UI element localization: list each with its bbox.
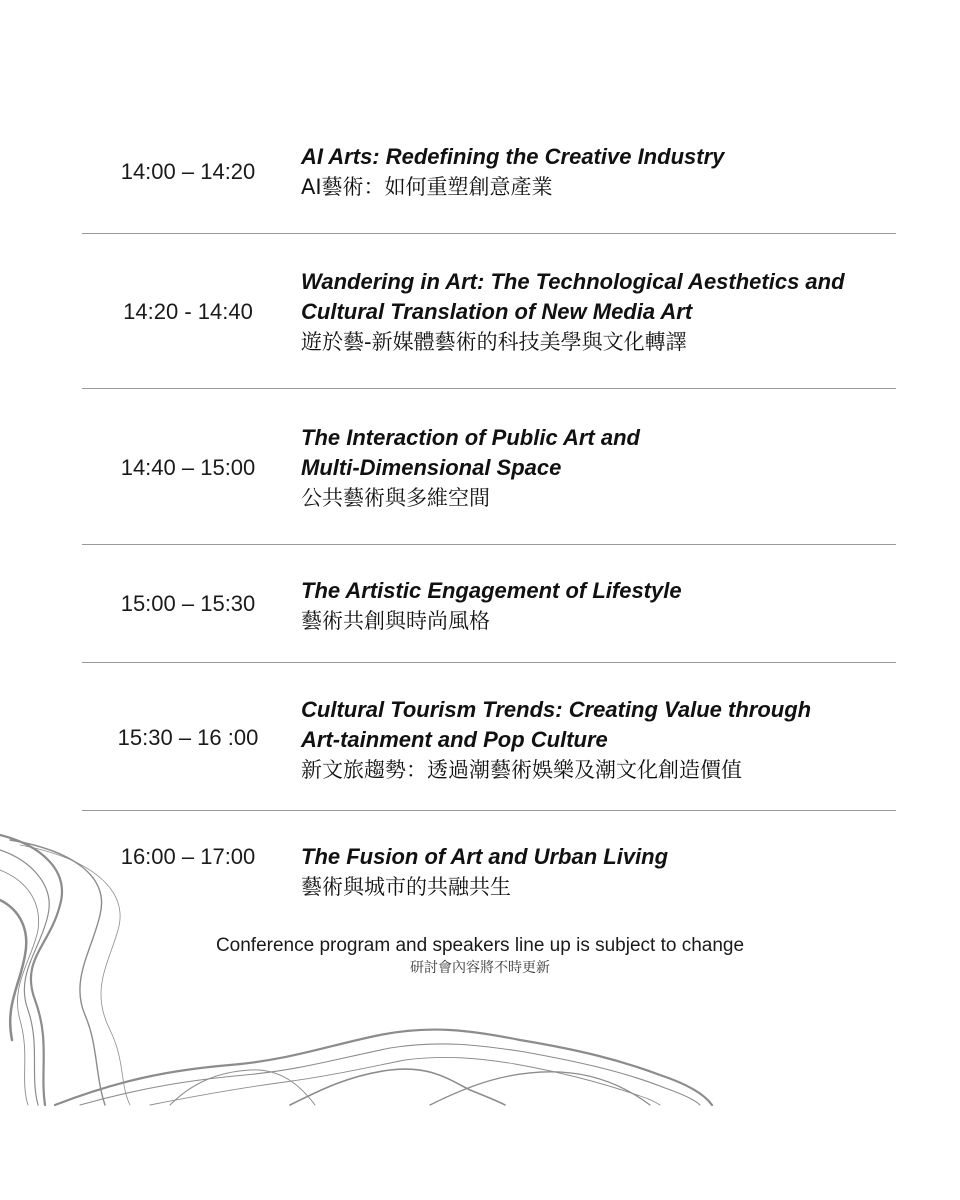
session-title-en: The Interaction of Public Art and — [301, 425, 640, 450]
session-time: 14:40 – 15:00 — [120, 455, 256, 480]
session-title-en: The Artistic Engagement of Lifestyle — [301, 578, 682, 603]
session-title-en: Art-tainment and Pop Culture — [301, 727, 608, 752]
change-notice — [0, 934, 960, 978]
session-time: 14:00 – 14:20 — [120, 159, 256, 184]
divider — [82, 662, 896, 663]
session-time: 15:30 – 16 :00 — [117, 725, 259, 750]
session-title-zh: AI藝術：如何重塑創意產業 — [301, 175, 553, 199]
session-title-zh: 新文旅趨勢：透過潮藝術娛樂及潮文化創造價值 — [301, 758, 742, 782]
session-title-en: The Fusion of Art and Urban Living — [301, 844, 669, 869]
session-title-en: Wandering in Art: The Technological Aesthetics and — [301, 269, 845, 294]
session-title-en: AI Arts: Redefining the Creative Industry — [301, 144, 725, 169]
divider — [82, 544, 896, 545]
session-titles — [301, 576, 921, 636]
change-notice-zh: 研討會內容將不時更新 — [410, 960, 550, 976]
session-titles — [301, 842, 921, 902]
session-time: 16:00 – 17:00 — [120, 844, 256, 869]
session-title-zh: 藝術與城市的共融共生 — [301, 875, 511, 899]
session-time: 15:00 – 15:30 — [120, 591, 256, 616]
divider — [82, 810, 896, 811]
session-titles — [301, 695, 921, 785]
session-titles — [301, 142, 921, 202]
change-notice-en: Conference program and speakers line up is subject to change — [215, 935, 745, 956]
session-title-zh: 公共藝術與多維空間 — [301, 486, 490, 510]
session-time: 14:20 - 14:40 — [123, 299, 253, 324]
divider — [82, 233, 896, 234]
session-titles — [301, 423, 921, 513]
session-title-en: Multi-Dimensional Space — [301, 455, 562, 480]
divider — [82, 388, 896, 389]
session-title-en: Cultural Translation of New Media Art — [301, 299, 693, 324]
session-title-zh: 遊於藝-新媒體藝術的科技美學與文化轉譯 — [301, 330, 687, 354]
session-titles — [301, 267, 921, 357]
session-title-en: Cultural Tourism Trends: Creating Value through — [301, 697, 812, 722]
session-title-zh: 藝術共創與時尚風格 — [301, 609, 490, 633]
